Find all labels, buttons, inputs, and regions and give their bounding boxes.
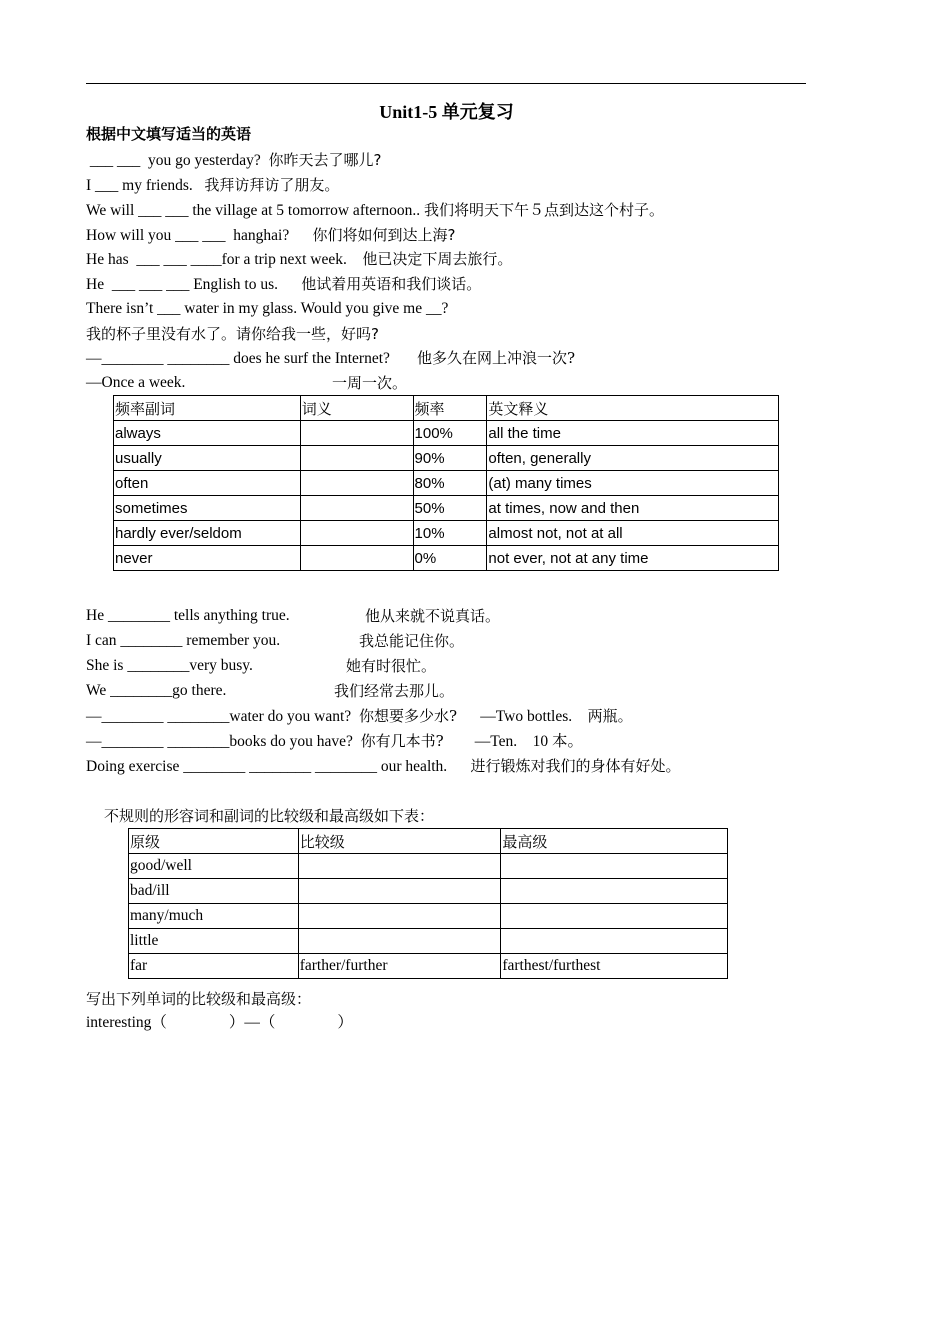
comparative-cell (298, 929, 501, 954)
table-row (129, 904, 728, 929)
positive-cell: little (129, 929, 299, 954)
positive-cell: far (129, 954, 299, 979)
sentence-5: He has ___ ___ ____for a trip next week. 他已决定下周去旅行。 (86, 250, 513, 268)
adverb-cell: never (114, 546, 301, 571)
section-heading: 根据中文填写适当的英语 (86, 125, 252, 143)
superlative-cell (501, 929, 728, 954)
sentence-7: There isn’t ___ water in my glass. Would you give me __? (86, 300, 449, 317)
definition-cell: (at) many times (487, 471, 779, 496)
table-row (114, 546, 779, 571)
frequency-cell: 100% (413, 421, 487, 446)
meaning-cell (300, 496, 413, 521)
page-title: Unit1-5 单元复习 (379, 102, 514, 122)
definition-cell: not ever, not at any time (487, 546, 779, 571)
adverb-cell: usually (114, 446, 301, 471)
frequency-cell: 0% (413, 546, 487, 571)
sentence-6: He ___ ___ ___ English to us. 他试着用英语和我们谈话。 (86, 275, 482, 293)
sentence-3: We will ___ ___ the village at 5 tomorrow afternoon.. 我们将明天下午５点到达这个村子。 (86, 201, 664, 219)
table-row (114, 421, 779, 446)
sentence-14: —________ ________water do you want? 你想要多少水? —Two bottles. 两瓶。 (86, 707, 633, 725)
sentence-4: How will you ___ ___ hanghai? 你们将如何到达上海? (86, 226, 456, 244)
header-cell: 频率 (413, 396, 487, 421)
adverb-cell: sometimes (114, 496, 301, 521)
superlative-cell (501, 879, 728, 904)
superlative-cell (501, 854, 728, 879)
superlative-cell: farthest/furthest (501, 954, 728, 979)
sentence-11: I can ________ remember you. 我总能记住你。 (86, 632, 465, 650)
definition-cell: almost not, not at all (487, 521, 779, 546)
exercise-line: interesting（ ）—（ ） (86, 1014, 353, 1031)
sentence-13: We ________go there. 我们经常去那儿。 (86, 682, 455, 700)
table-row (114, 496, 779, 521)
meaning-cell (300, 471, 413, 496)
irregular-heading: 不规则的形容词和副词的比较级和最高级如下表： (104, 807, 435, 825)
table-row (114, 471, 779, 496)
header-cell: 英文释义 (487, 396, 779, 421)
sentence-10: He ________ tells anything true. 他从来就不说真话。 (86, 607, 501, 625)
positive-cell: good/well (129, 854, 299, 879)
table-row (129, 854, 728, 879)
frequency-cell: 10% (413, 521, 487, 546)
adverb-cell: often (114, 471, 301, 496)
sentence-7-translation: 我的杯子里没有水了。请你给我一些，好吗? (86, 325, 379, 343)
definition-cell: all the time (487, 421, 779, 446)
header-cell: 比较级 (298, 829, 501, 854)
frequency-adverb-table (113, 395, 779, 571)
comparative-cell: farther/further (298, 954, 501, 979)
sentence-8: —________ ________ does he surf the Internet? 他多久在网上冲浪一次? (86, 349, 576, 367)
table-header-row (114, 396, 779, 421)
table-row (129, 929, 728, 954)
meaning-cell (300, 446, 413, 471)
adverb-cell: always (114, 421, 301, 446)
header-rule (86, 83, 806, 84)
sentence-15: —________ ________books do you have? 你有几本书? —Ten. 10 本。 (86, 732, 583, 750)
sentence-1: ___ ___ you go yesterday? 你昨天去了哪儿? (86, 151, 382, 169)
frequency-cell: 90% (413, 446, 487, 471)
adverb-cell: hardly ever/seldom (114, 521, 301, 546)
sentence-12: She is ________very busy. 她有时很忙。 (86, 657, 437, 675)
meaning-cell (300, 546, 413, 571)
comparative-table (128, 828, 728, 979)
comparative-cell (298, 879, 501, 904)
table-row (114, 521, 779, 546)
table-row (114, 446, 779, 471)
definition-cell: often, generally (487, 446, 779, 471)
sentence-2: I ___ my friends. 我拜访拜访了朋友。 (86, 176, 340, 194)
table-header-row (129, 829, 728, 854)
header-cell: 最高级 (501, 829, 728, 854)
header-cell: 频率副词 (114, 396, 301, 421)
sentence-9: —Once a week. 一周一次。 (86, 374, 408, 392)
comparative-cell (298, 904, 501, 929)
positive-cell: many/much (129, 904, 299, 929)
meaning-cell (300, 521, 413, 546)
meaning-cell (300, 421, 413, 446)
frequency-cell: 50% (413, 496, 487, 521)
table-row (129, 954, 728, 979)
frequency-cell: 80% (413, 471, 487, 496)
definition-cell: at times, now and then (487, 496, 779, 521)
comparative-cell (298, 854, 501, 879)
exercise-heading: 写出下列单词的比较级和最高级： (86, 990, 312, 1008)
table-row (129, 879, 728, 904)
superlative-cell (501, 904, 728, 929)
positive-cell: bad/ill (129, 879, 299, 904)
header-cell: 词义 (300, 396, 413, 421)
header-cell: 原级 (129, 829, 299, 854)
sentence-16: Doing exercise ________ ________ ________ our health. 进行锻炼对我们的身体有好处。 (86, 757, 681, 775)
